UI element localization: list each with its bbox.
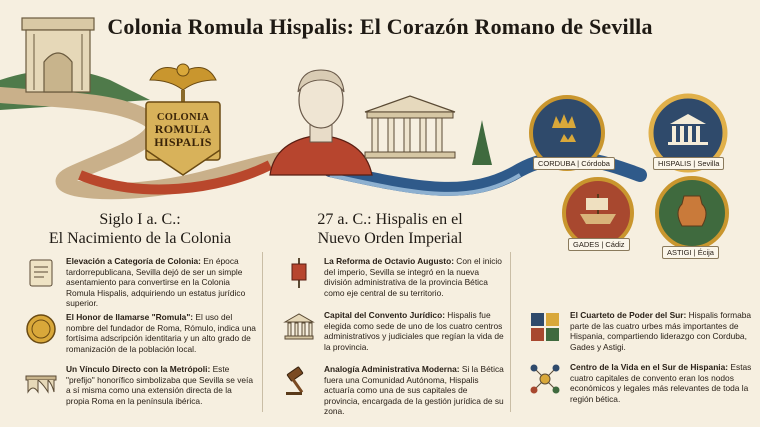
item-text: Este "prefijo" honorífico simbolizaba que Sevilla se veía a sí misma como una extensión directa de la propia Roma en la península ibérica. (66, 364, 254, 406)
list-item (528, 362, 752, 404)
list-item (24, 256, 256, 309)
plaque-line-1: COLONIA (156, 112, 210, 123)
column-1-heading-line-1: Siglo I a. C.: (99, 211, 181, 228)
item-text: Con el inicio del imperio, Sevilla se integró en la nueva división administrativa de la provincia Bética como eje central de su territorio. (324, 256, 502, 298)
item-text: Si la Bética fuera una Comunidad Autónoma, Hispalis actuaría como una de sus capitales de provincia, encargada de la gestión jurídica de su zona. (324, 364, 504, 417)
list-item (24, 312, 256, 354)
bridge-icon (24, 364, 58, 398)
temple-illustration (365, 96, 492, 165)
network-icon (528, 362, 562, 396)
badge-corduba: CORDUBA | Córdoba (533, 157, 615, 170)
arch-illustration (22, 18, 94, 92)
column-1-heading-line-2: El Nacimiento de la Colonia (48, 230, 232, 247)
badge-astigi: ASTIGI | Écija (662, 246, 719, 259)
item-title: Un Vínculo Directo con la Metrópoli: (66, 364, 211, 374)
augustus-bust-illustration (270, 70, 372, 175)
list-item (528, 310, 752, 352)
column-divider (262, 252, 263, 412)
temple-icon (282, 310, 316, 344)
list-item (24, 364, 256, 406)
item-text: El uso del nombre del fundador de Roma, Rómulo, indica una fortísima adscripción identitaria y un alto grado de romanización de la población local. (66, 312, 256, 354)
column-divider (510, 252, 511, 412)
item-text: Hispalis formaba parte de las cuatro urbes más importantes de Hispania, compartiendo liderazgo con Corduba, Gades y Astigi. (570, 310, 752, 352)
plaque-line-2: ROMULA (154, 122, 212, 136)
astigi-medallion (657, 178, 727, 248)
coin-icon (24, 312, 58, 346)
item-title: El Cuarteto de Poder del Sur: (570, 310, 687, 320)
item-text: En época tardorrepublicana, Sevilla dejó de ser un simple asentamiento para convertirse en la Colonia Romula Hispalis, adquiriendo un estatus jurídico superior. (66, 256, 246, 309)
item-title: Elevación a Categoría de Colonia: (66, 256, 201, 266)
item-title: La Reforma de Octavio Augusto: (324, 256, 454, 266)
gades-medallion (564, 179, 632, 247)
column-2-heading (270, 210, 510, 248)
item-text: Estas cuatro capitales de convento eran los nodos económicos y legales más relevantes de toda la región bética. (570, 362, 752, 404)
item-title: Capital del Convento Jurídico: (324, 310, 445, 320)
item-title: Analogía Administrativa Moderna: (324, 364, 460, 374)
item-text: Hispalis fue elegida como sede de uno de los cuatro centros administrativos y judiciales que regían la vida de la provincia. (324, 310, 504, 352)
list-item (282, 364, 504, 417)
list-item (282, 310, 504, 352)
item-title: Centro de la Vida en el Sur de Hispania: (570, 362, 729, 372)
column-2-heading-line-1: 27 a. C.: Hispalis en el (317, 211, 463, 228)
badge-gades: GADES | Cádiz (568, 238, 630, 251)
item-title: El Honor de llamarse "Romula": (66, 312, 194, 322)
plaque-line-3: HISPALIS (154, 135, 212, 149)
colonia-plaque (146, 112, 220, 149)
scroll-icon (24, 256, 58, 290)
column-2-heading-line-2: Nuevo Orden Imperial (317, 230, 463, 247)
gavel-icon (282, 364, 316, 398)
four-quadrants-icon (528, 310, 562, 344)
standard-icon (282, 256, 316, 290)
column-1-heading (20, 210, 260, 248)
badge-hispalis: HISPALIS | Sevilla (653, 157, 724, 170)
page-title: Colonia Romula Hispalis: El Corazón Romano de Sevilla (107, 14, 653, 39)
list-item (282, 256, 504, 298)
